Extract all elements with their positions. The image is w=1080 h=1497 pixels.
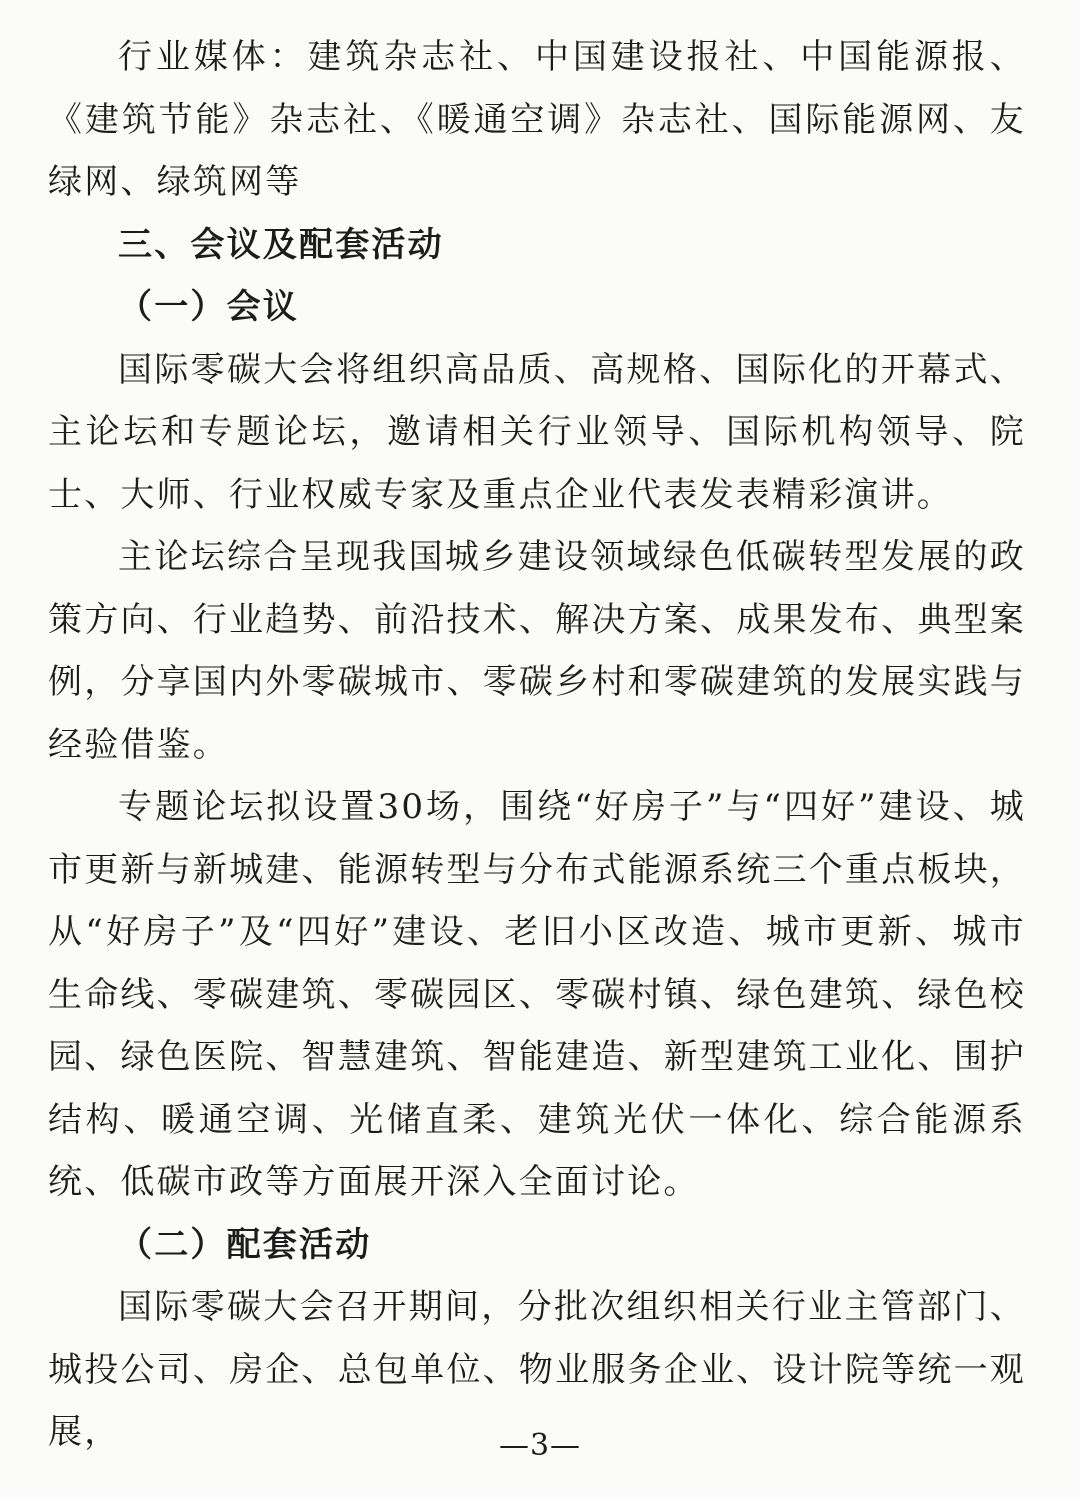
page-number: —3— bbox=[498, 1428, 582, 1463]
paragraph-special-forums: 专题论坛拟设置30场，围绕“好房子”与“四好”建设、城市更新与新城建、能源转型与分布式能源系统三个重点板块，从“好房子”及“四好”建设、老旧小区改造、城市更新、城市生命线、零碳建筑、零碳园区、零碳村镇、绿色建筑、绿色校园、绿色医院、智慧建筑、智能建造、新型建筑工业化、围护结构、暖通空调、光储直柔、建筑光伏一体化、综合能源系统、低碳市政等方面展开深入全面讨论。 bbox=[48, 787, 1026, 1202]
subheading-supporting-activities: （二）配套活动 bbox=[118, 1224, 372, 1265]
section-heading-meetings-activities: 三、会议及配套活动 bbox=[118, 224, 444, 265]
paragraph-main-forum: 主论坛综合呈现我国城乡建设领域绿色低碳转型发展的政策方向、行业趋势、前沿技术、解决方案、成果发布、典型案例，分享国内外零碳城市、零碳乡村和零碳建筑的发展实践与经验借鉴。 bbox=[48, 537, 1026, 765]
document-page bbox=[48, 26, 1026, 1464]
paragraph-industry-media: 行业媒体：建筑杂志社、中国建设报社、中国能源报、《建筑节能》杂志社、《暖通空调》杂志社、国际能源网、友绿网、绿筑网等 bbox=[48, 37, 1026, 202]
paragraph-supporting-activities: 国际零碳大会召开期间，分批次组织相关行业主管部门、城投公司、房企、总包单位、物业服务企业、设计院等统一观展， bbox=[48, 1287, 1026, 1452]
subheading-meetings: （一）会议 bbox=[118, 287, 299, 327]
paragraph-conference-overview: 国际零碳大会将组织高品质、高规格、国际化的开幕式、主论坛和专题论坛，邀请相关行业领导、国际机构领导、院士、大师、行业权威专家及重点企业代表发表精彩演讲。 bbox=[48, 349, 1026, 515]
